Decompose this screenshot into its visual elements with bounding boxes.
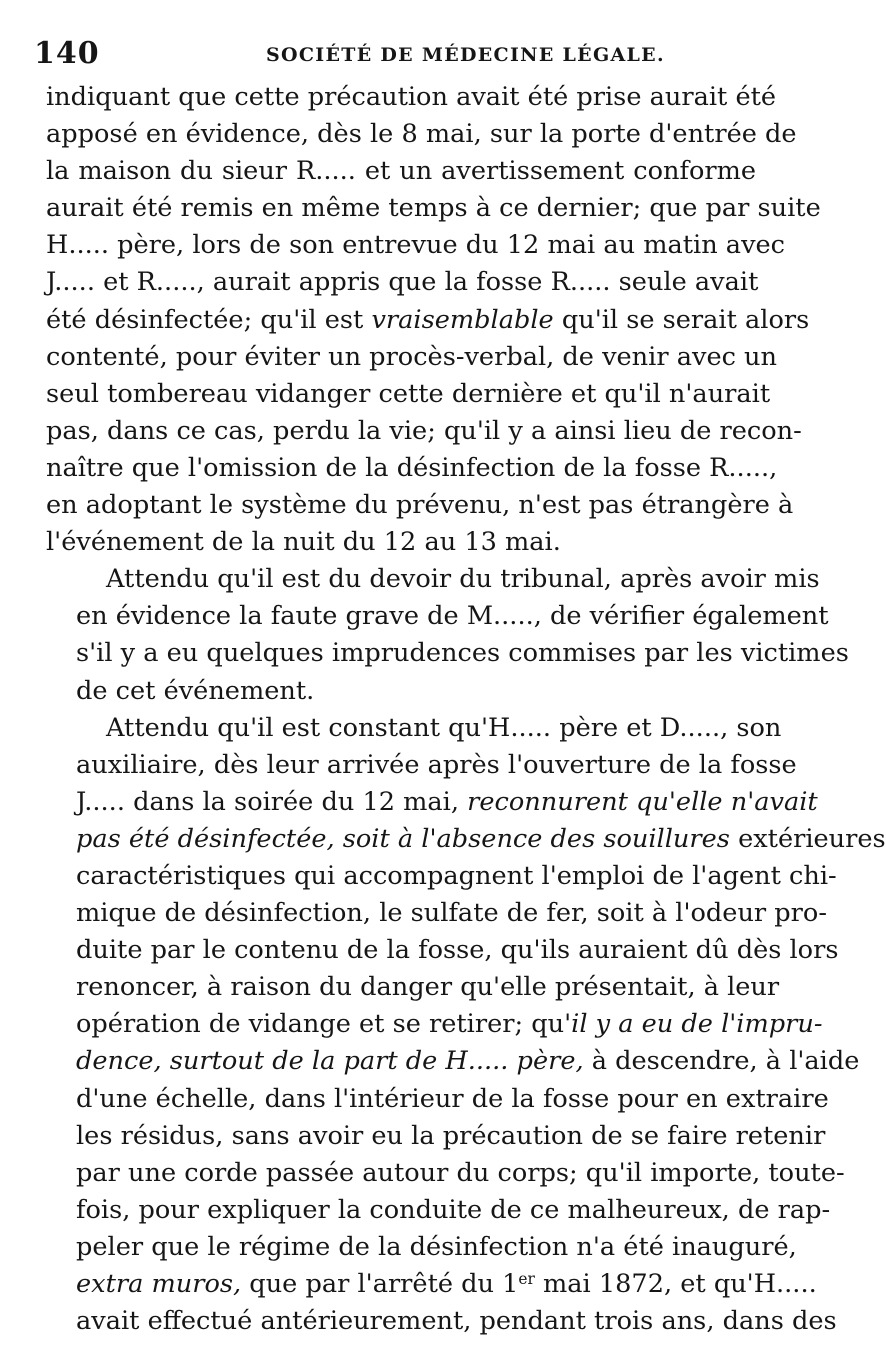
text-line: seul tombereau vidanger cette dernière et qu'il n'aurait — [46, 378, 771, 409]
page-number: 140 — [34, 36, 100, 71]
text-line: aurait été remis en même temps à ce dernier; que par suite — [46, 193, 821, 224]
text-line: de cet événement. — [76, 675, 315, 706]
italic-text: extra muros, — [76, 1269, 242, 1299]
text-line: d'une échelle, dans l'intérieur de la fosse pour en extraire — [76, 1083, 829, 1114]
text-line: été désinfectée; qu'il est vraisemblable qu'il se serait alors — [46, 304, 810, 335]
text-line: J..... dans la soirée du 12 mai, reconnurent qu'elle n'avait — [76, 786, 818, 817]
text-line: pas été désinfectée, soit à l'absence des souillures extérieures — [76, 823, 886, 854]
text-line: auxiliaire, dès leur arrivée après l'ouverture de la fosse — [76, 749, 797, 780]
text-line: l'événement de la nuit du 12 au 13 mai. — [46, 527, 561, 558]
text-line: indiquant que cette précaution avait été prise aurait été — [46, 82, 777, 112]
text-line: apposé en évidence, dès le 8 mai, sur la porte d'entrée de — [46, 119, 797, 150]
paragraph — [46, 710, 886, 1341]
italic-text: pas été désinfectée, soit à l'absence des souillures — [76, 823, 730, 854]
text-line: naître que l'omission de la désinfection de la fosse R....., — [46, 452, 778, 483]
text-line: mique de désinfection, le sulfate de fer, soit à l'odeur pro- — [76, 898, 827, 929]
text-line: en adoptant le système du prévenu, n'est pas étrangère à — [46, 490, 794, 521]
paragraph — [46, 79, 821, 561]
page-header — [34, 36, 766, 72]
running-head: SOCIÉTÉ DE MÉDECINE LÉGALE. — [266, 44, 665, 66]
text-line: dence, surtout de la part de H..... père, à descendre, à l'aide — [76, 1046, 860, 1077]
text-line: peler que le régime de la désinfection n'a été inauguré, — [76, 1231, 797, 1262]
paragraph — [46, 561, 849, 709]
text-line: opération de vidange et se retirer; qu'il y a eu de l'impru- — [76, 1009, 823, 1040]
italic-text: vraisemblable — [371, 304, 554, 335]
text-line: caractéristiques qui accompagnent l'emploi de l'agent chi- — [76, 860, 837, 891]
text-line: la maison du sieur R..... et un avertissement conforme — [46, 156, 756, 187]
text-line: les résidus, sans avoir eu la précaution de se faire retenir — [76, 1120, 826, 1151]
text-line: extra muros, que par l'arrêté du 1er mai 1872, et qu'H..... — [76, 1269, 817, 1299]
text-line: par une corde passée autour du corps; qu'il importe, toute- — [76, 1157, 845, 1188]
text-line: contenté, pour éviter un procès-verbal, de venir avec un — [46, 341, 778, 372]
text-line: fois, pour expliquer la conduite de ce malheureux, de rap- — [76, 1194, 831, 1225]
text-line: s'il y a eu quelques imprudences commises par les victimes — [76, 638, 849, 669]
italic-text: il y a eu de l'impru- — [571, 1009, 823, 1040]
text-line: J..... et R....., aurait appris que la fosse R..... seule avait — [46, 267, 759, 298]
text-line: Attendu qu'il est constant qu'H..... père et D....., son — [106, 712, 782, 743]
italic-text: reconnurent qu'elle n'avait — [467, 786, 818, 817]
text-line: Attendu qu'il est du devoir du tribunal, après avoir mis — [106, 564, 820, 595]
text-line: avait effectué antérieurement, pendant trois ans, dans des — [76, 1306, 837, 1337]
text-line: en évidence la faute grave de M....., de vérifier également — [76, 601, 829, 632]
italic-text: dence, surtout de la part de H..... père, — [76, 1046, 584, 1077]
text-line: pas, dans ce cas, perdu la vie; qu'il y a ainsi lieu de recon- — [46, 415, 802, 446]
text-line: renoncer, à raison du danger qu'elle présentait, à leur — [76, 972, 780, 1003]
body-text — [46, 79, 886, 1340]
text-line: duite par le contenu de la fosse, qu'ils auraient dû dès lors — [76, 935, 839, 966]
text-line: H..... père, lors de son entrevue du 12 mai au matin avec — [46, 230, 786, 261]
